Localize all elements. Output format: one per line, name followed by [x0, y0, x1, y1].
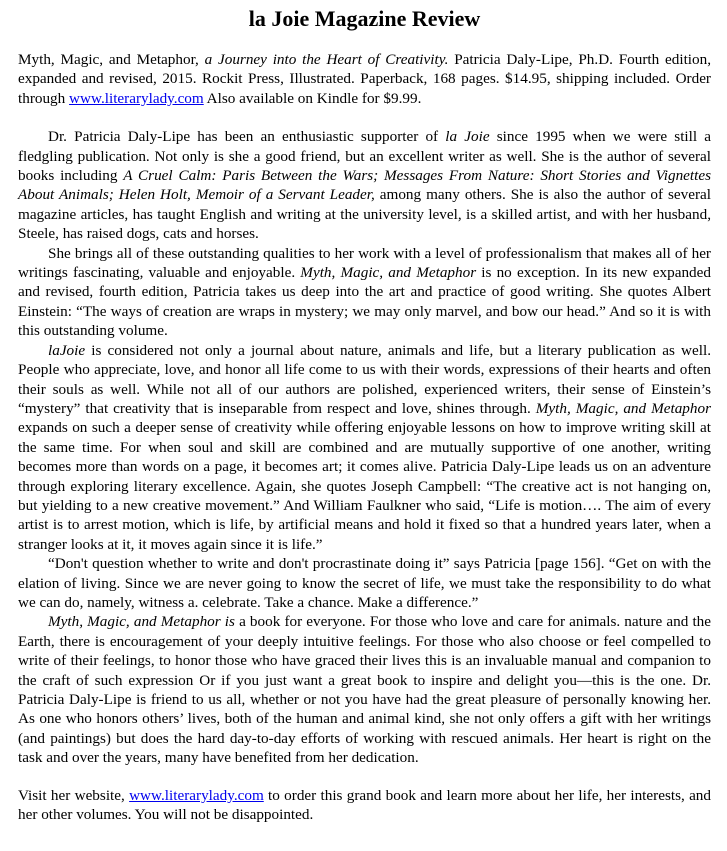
para3-book-title: Myth, Magic, and Metaphor — [535, 399, 712, 417]
paragraph-lajoie — [18, 341, 711, 554]
para5-text-a: a book for everyone. For those who love and care for animals. nature and the Earth, there is encouragement of your deeply intuitive feelings. For those who also choose or feel compelled to write of their feelings, to honor those who have graced their lives this is an invaluable manual and companion to the craft of such expression Or if you just want a great book to inspire and delight you—this is the one. Dr. Patricia Daly-Lipe is friend to us all, whether or not you have had the great pleasure of personally knowing her. As one who honors others’ lives, both of the human and animal kind, she not only offers a gift with her writings (and paintings) but does the hard day-to-day efforts of working with rescued animals. Her heart is right on the task and over the years, many have benefited from her dedication. — [18, 613, 711, 767]
citation-website-link[interactable]: www.literarylady.com — [69, 89, 204, 107]
paragraph-qualities — [18, 244, 711, 341]
para1-book-titles: A Cruel Calm: Paris Between the Wars; Messages From Nature: Short Stories and Vignettes About Animals; Helen Holt, Memoir of a Servant Leader, — [18, 167, 711, 204]
paragraph-everyone — [18, 612, 711, 767]
closing-text-b: to order this grand book and learn more about her life, her interests, and her other volumes. You will not be disappointed. — [18, 786, 711, 824]
citation-subtitle: a Journey into the Heart of Creativity. — [204, 51, 449, 68]
para2-book-title: Myth, Magic, and Metaphor — [300, 264, 477, 282]
citation-kindle-note: Also available on Kindle for $9.99. — [203, 89, 422, 107]
para3-text-a: is considered not only a journal about nature, animals and life, but a literary publication as well. People who appreciate, love, and honor all life come to us with their words, expressions of their hearts and often their souls as well. While not all of our authors are polished, experienced writers, their sense of Einstein’s “mystery” that creativity that is inseparable from respect and love, shines through. — [18, 341, 711, 417]
para2-text-b: is no exception. In its new expanded and revised, fourth edition, Patricia takes us deep into the art and practice of good writing. She quotes Albert Einstein: “The ways of creation are wraps in mystery; we may only marvel, and bow our head.” And so it is with this outstanding volume. — [18, 264, 711, 340]
para3-text-b: expands on such a deeper sense of creativity while offering enjoyable lessons on how to improve writing skill at the same time. For when soul and skill are combined and are mutually supportive of one another, writing becomes more than words on a page, it becomes art; it comes alive. Patricia Daly-Lipe leads us on an adventure through exploring literary excellence. Again, she quotes Joseph Campbell: “The creative act is not hanging on, but yielding to a new creative movement.” And William Faulkner who said, “Life is motion…. The aim of every artist is to arrest motion, which is life, by artificial means and hold it fixed so that a hundred years later, when a stranger looks at it, it moves again since it is life.” — [18, 419, 711, 553]
para1-text-a: Dr. Patricia Daly-Lipe has been an enthusiastic supporter of — [48, 128, 446, 146]
paragraph-intro — [18, 127, 711, 243]
para2-text-a: She brings all of these outstanding qualities to her work with a level of professionalism that makes all of her writings fascinating, valuable and enjoyable. — [18, 244, 711, 282]
page-title: la Joie Magazine Review — [248, 6, 481, 31]
para5-book-title: Myth, Magic, and Metaphor is — [48, 613, 235, 631]
closing-text-a: Visit her website, — [18, 786, 130, 804]
para1-magazine-name: la Joie — [445, 128, 490, 146]
citation-book-title: Myth, Magic, and Metaphor, — [18, 51, 199, 68]
book-citation — [18, 50, 711, 108]
para3-magazine-name: laJoie — [48, 341, 86, 359]
para1-text-b: since 1995 when we were still a fledgling publication. Not only is she a good friend, but an excellent writer as well. She is the author of several books including — [18, 128, 711, 185]
citation-details: Patricia Daly-Lipe, Ph.D. Fourth edition, expanded and revised, 2015. Rockit Press, Illustrated. Paperback, 168 pages. $14.95, shipping included. Order through — [18, 51, 712, 107]
paragraph-quote: “Don't question whether to write and don't procrastinate doing it” says Patricia [page 156]. “Get on with the elation of living. Since we are never going to know the secret of life, we must take the responsibility to do what we can do, namely, witness a. celebrate. Take a chance. Make a difference.” — [18, 555, 711, 611]
paragraph-closing — [18, 786, 711, 825]
para1-text-c: among many others. She is also the author of several magazine articles, has taught English and writing at the university level, is a skilled artist, and with her husband, Steele, has raised dogs, cats and horses. — [18, 186, 711, 243]
closing-website-link[interactable]: www.literarylady.com — [129, 786, 264, 804]
